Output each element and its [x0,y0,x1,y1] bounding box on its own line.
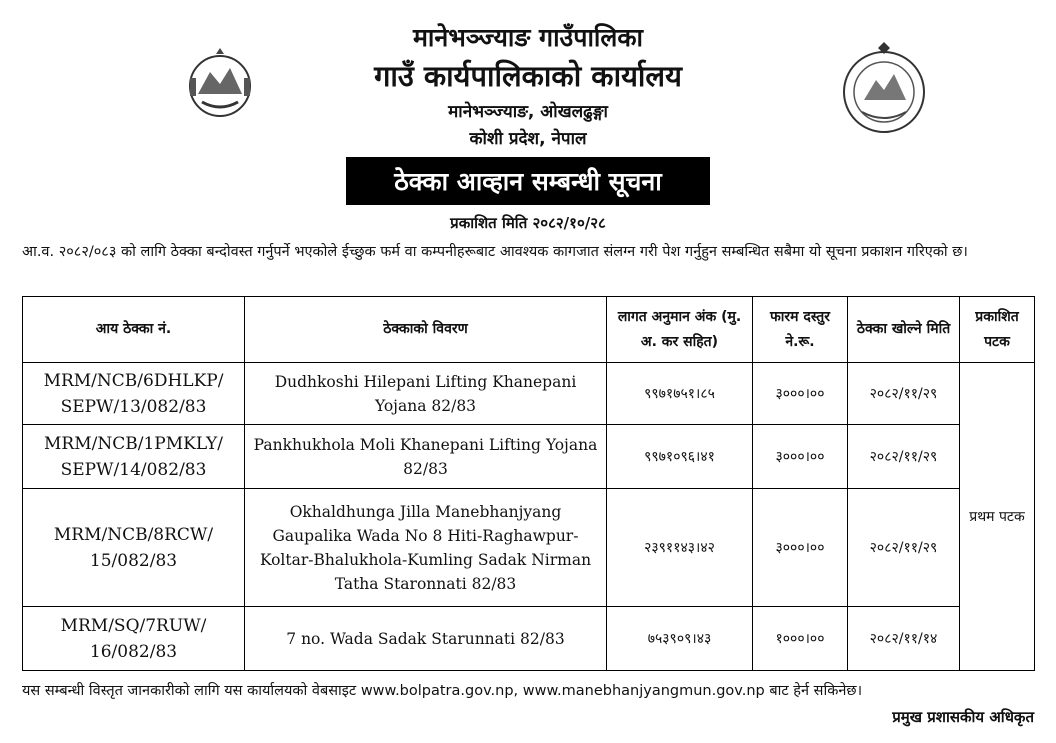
header-open-date: ठेक्का खोल्ने मिति [848,297,960,363]
form-fee-cell: ३०००।०० [753,425,848,489]
office-name: गाउँ कार्यपालिकाको कार्यालय [374,59,682,93]
publish-date: प्रकाशित मिति २०८२/१०/२८ [450,214,606,232]
estimate-cell: ९९७१७५१।८५ [607,363,753,425]
estimate-cell: २३९११४३।४२ [607,489,753,607]
form-fee-cell: १०००।०० [753,607,848,671]
table-header-row [23,297,1035,363]
description-cell: 7 no. Wada Sadak Starunnati 82/83 [245,607,607,671]
table-row [23,425,1035,489]
open-date-cell: २०८२/११/२९ [848,425,960,489]
municipality-name: मानेभञ्ज्याङ गाउँपालिका [412,23,644,52]
table-row [23,489,1035,607]
intro-paragraph: आ.व. २०८२/०८३ को लागि ठेक्का बन्दोवस्त गर्नुपर्ने भएकोले ईच्छुक फर्म वा कम्पनीहरूबाट आवश्यक कागजात संलग्न गरी पेश गर्नुहुन सम्बन्धित सबैमा यो सूचना प्रकाशन गरिएको छ। [22,244,968,260]
contract-no-cell: MRM/SQ/7RUW/ 16/082/83 [23,607,245,671]
estimate-cell: ७५३९०९।४३ [607,607,753,671]
signatory: प्रमुख प्रशासकीय अधिकृत [892,708,1034,726]
office-address: मानेभञ्ज्याङ, ओखलढुङ्गा [448,102,608,122]
open-date-cell: २०८२/११/१४ [848,607,960,671]
description-cell: Dudhkoshi Hilepani Lifting Khanepani Yojana 82/83 [245,363,607,425]
form-fee-cell: ३०००।०० [753,489,848,607]
province-name: कोशी प्रदेश, नेपाल [469,129,587,149]
header-publish-count: प्रकाशित पटक [960,297,1035,363]
header-description: ठेक्काको विवरण [245,297,607,363]
contract-no-cell: MRM/NCB/1PMKLY/ SEPW/14/082/83 [23,425,245,489]
form-fee-cell: ३०००।०० [753,363,848,425]
header-contract-no: आय ठेक्का नं. [23,297,245,363]
description-cell: Pankhukhola Moli Khanepani Lifting Yojana 82/83 [245,425,607,489]
header-estimate: लागत अनुमान अंक (मु. अ. कर सहित) [607,297,753,363]
tender-table [22,296,1035,671]
notice-title: ठेक्का आव्हान सम्बन्धी सूचना [346,157,710,205]
estimate-cell: ९९७१०९६।४१ [607,425,753,489]
contract-no-cell: MRM/NCB/8RCW/ 15/082/83 [23,489,245,607]
description-cell: Okhaldhunga Jilla Manebhanjyang Gaupalika Wada No 8 Hiti-Raghawpur-Koltar-Bhalukhola-Kumling Sadak Nirman Tatha Staronnati 82/83 [245,489,607,607]
contract-no-cell: MRM/NCB/6DHLKP/ SEPW/13/082/83 [23,363,245,425]
table-row [23,607,1035,671]
header-form-fee: फारम दस्तुर ने.रू. [753,297,848,363]
open-date-cell: २०८२/११/२९ [848,363,960,425]
footer-note: यस सम्बन्धी विस्तृत जानकारीको लागि यस कार्यालयको वेबसाइट www.bolpatra.gov.np, www.manebhanjyangmun.gov.np बाट हेर्न सकिनेछ। [22,683,863,699]
open-date-cell: २०८२/११/२९ [848,489,960,607]
table-row [23,363,1035,425]
publish-count-cell: प्रथम पटक [960,363,1035,671]
